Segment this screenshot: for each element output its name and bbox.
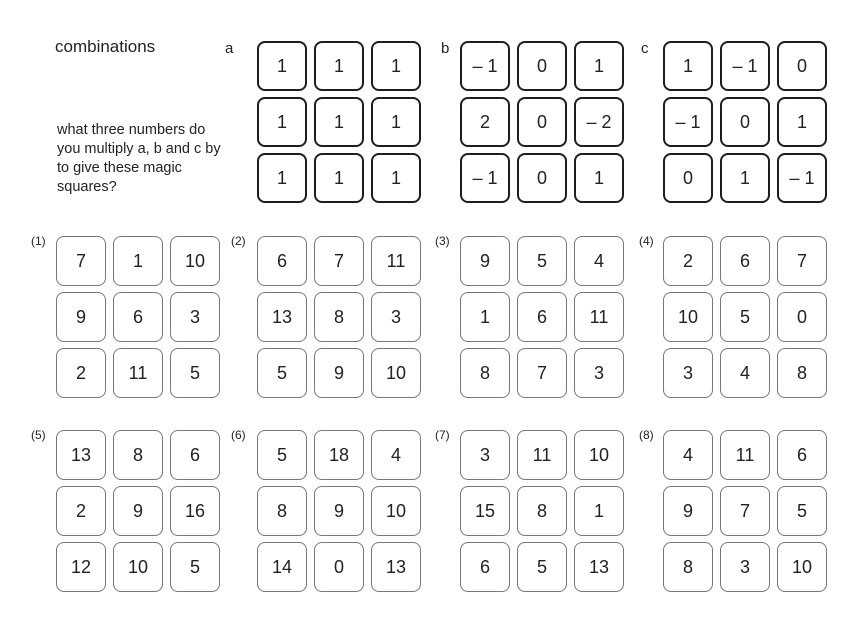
square-cell: – 1	[663, 97, 713, 147]
square-cell: 1	[371, 41, 421, 91]
base-square-a	[257, 41, 421, 203]
square-cell: 2	[460, 97, 510, 147]
square-cell: 7	[56, 236, 106, 286]
square-cell: 5	[517, 236, 567, 286]
square-cell: – 1	[720, 41, 770, 91]
square-cell: 10	[113, 542, 163, 592]
puzzle-square-8	[663, 430, 827, 592]
square-cell: 18	[314, 430, 364, 480]
square-cell: 8	[314, 292, 364, 342]
square-cell: 1	[314, 97, 364, 147]
square-cell: 10	[170, 236, 220, 286]
square-cell: 2	[56, 486, 106, 536]
square-cell: 11	[371, 236, 421, 286]
square-cell: 1	[574, 41, 624, 91]
square-cell: 6	[720, 236, 770, 286]
square-cell: 3	[574, 348, 624, 398]
square-cell: 8	[663, 542, 713, 592]
square-cell: 8	[257, 486, 307, 536]
square-cell: 11	[574, 292, 624, 342]
puzzle-square-1	[56, 236, 220, 398]
question-text: what three numbers do you multiply a, b and c by to give these magic squares?	[57, 122, 221, 195]
puzzle-square-5	[56, 430, 220, 592]
square-cell: 4	[663, 430, 713, 480]
puzzle-label: (8)	[639, 428, 654, 442]
page-title: combinations	[55, 37, 156, 56]
square-cell: 9	[113, 486, 163, 536]
square-cell: 7	[517, 348, 567, 398]
square-cell: 16	[170, 486, 220, 536]
square-cell: 3	[371, 292, 421, 342]
square-cell: 0	[663, 153, 713, 203]
puzzle-label: (4)	[639, 234, 654, 248]
square-cell: 6	[257, 236, 307, 286]
square-cell: 13	[574, 542, 624, 592]
square-cell: 10	[371, 348, 421, 398]
square-cell: 5	[517, 542, 567, 592]
square-cell: 6	[170, 430, 220, 480]
base-label-c: c	[641, 40, 649, 57]
square-cell: 13	[257, 292, 307, 342]
square-cell: 1	[314, 41, 364, 91]
square-cell: 0	[517, 41, 567, 91]
square-cell: 9	[460, 236, 510, 286]
square-cell: 0	[517, 153, 567, 203]
square-cell: 9	[314, 486, 364, 536]
square-cell: 11	[517, 430, 567, 480]
square-cell: 0	[314, 542, 364, 592]
square-cell: 5	[720, 292, 770, 342]
square-cell: 3	[170, 292, 220, 342]
puzzle-label: (7)	[435, 428, 450, 442]
puzzle-square-2	[257, 236, 421, 398]
square-cell: 14	[257, 542, 307, 592]
square-cell: 8	[460, 348, 510, 398]
puzzle-square-4	[663, 236, 827, 398]
puzzle-label: (6)	[231, 428, 246, 442]
square-cell: 10	[574, 430, 624, 480]
square-cell: – 1	[460, 153, 510, 203]
square-cell: 9	[663, 486, 713, 536]
square-cell: 8	[113, 430, 163, 480]
puzzle-square-6	[257, 430, 421, 592]
square-cell: 15	[460, 486, 510, 536]
square-cell: – 2	[574, 97, 624, 147]
square-cell: 11	[720, 430, 770, 480]
square-cell: 0	[777, 292, 827, 342]
puzzle-label: (3)	[435, 234, 450, 248]
square-cell: 5	[777, 486, 827, 536]
square-cell: 6	[517, 292, 567, 342]
square-cell: 1	[777, 97, 827, 147]
square-cell: 1	[257, 97, 307, 147]
square-cell: 10	[777, 542, 827, 592]
square-cell: 3	[720, 542, 770, 592]
square-cell: 1	[371, 153, 421, 203]
square-cell: 8	[777, 348, 827, 398]
square-cell: 2	[56, 348, 106, 398]
base-label-a: a	[225, 40, 234, 57]
square-cell: 6	[777, 430, 827, 480]
square-cell: 9	[56, 292, 106, 342]
base-square-c	[663, 41, 827, 203]
square-cell: 7	[777, 236, 827, 286]
square-cell: 10	[663, 292, 713, 342]
square-cell: 1	[257, 153, 307, 203]
square-cell: 1	[663, 41, 713, 91]
square-cell: 3	[460, 430, 510, 480]
square-cell: 2	[663, 236, 713, 286]
puzzle-square-7	[460, 430, 624, 592]
square-cell: 5	[257, 430, 307, 480]
square-cell: 4	[371, 430, 421, 480]
square-cell: – 1	[460, 41, 510, 91]
square-cell: 3	[663, 348, 713, 398]
square-cell: 6	[460, 542, 510, 592]
square-cell: 0	[517, 97, 567, 147]
square-cell: 0	[777, 41, 827, 91]
square-cell: 1	[113, 236, 163, 286]
square-cell: 0	[720, 97, 770, 147]
square-cell: 4	[574, 236, 624, 286]
square-cell: 9	[314, 348, 364, 398]
puzzle-label: (1)	[31, 234, 46, 248]
puzzle-square-3	[460, 236, 624, 398]
square-cell: 7	[720, 486, 770, 536]
square-cell: 8	[517, 486, 567, 536]
base-square-b	[460, 41, 624, 203]
square-cell: 6	[113, 292, 163, 342]
square-cell: 4	[720, 348, 770, 398]
square-cell: 1	[574, 486, 624, 536]
square-cell: 7	[314, 236, 364, 286]
square-cell: 1	[574, 153, 624, 203]
puzzle-label: (2)	[231, 234, 246, 248]
square-cell: 1	[371, 97, 421, 147]
square-cell: 13	[371, 542, 421, 592]
square-cell: 5	[257, 348, 307, 398]
base-label-b: b	[441, 40, 450, 57]
square-cell: 1	[720, 153, 770, 203]
square-cell: 1	[257, 41, 307, 91]
square-cell: – 1	[777, 153, 827, 203]
square-cell: 1	[314, 153, 364, 203]
square-cell: 13	[56, 430, 106, 480]
square-cell: 5	[170, 348, 220, 398]
square-cell: 12	[56, 542, 106, 592]
square-cell: 1	[460, 292, 510, 342]
square-cell: 5	[170, 542, 220, 592]
puzzle-label: (5)	[31, 428, 46, 442]
square-cell: 10	[371, 486, 421, 536]
square-cell: 11	[113, 348, 163, 398]
